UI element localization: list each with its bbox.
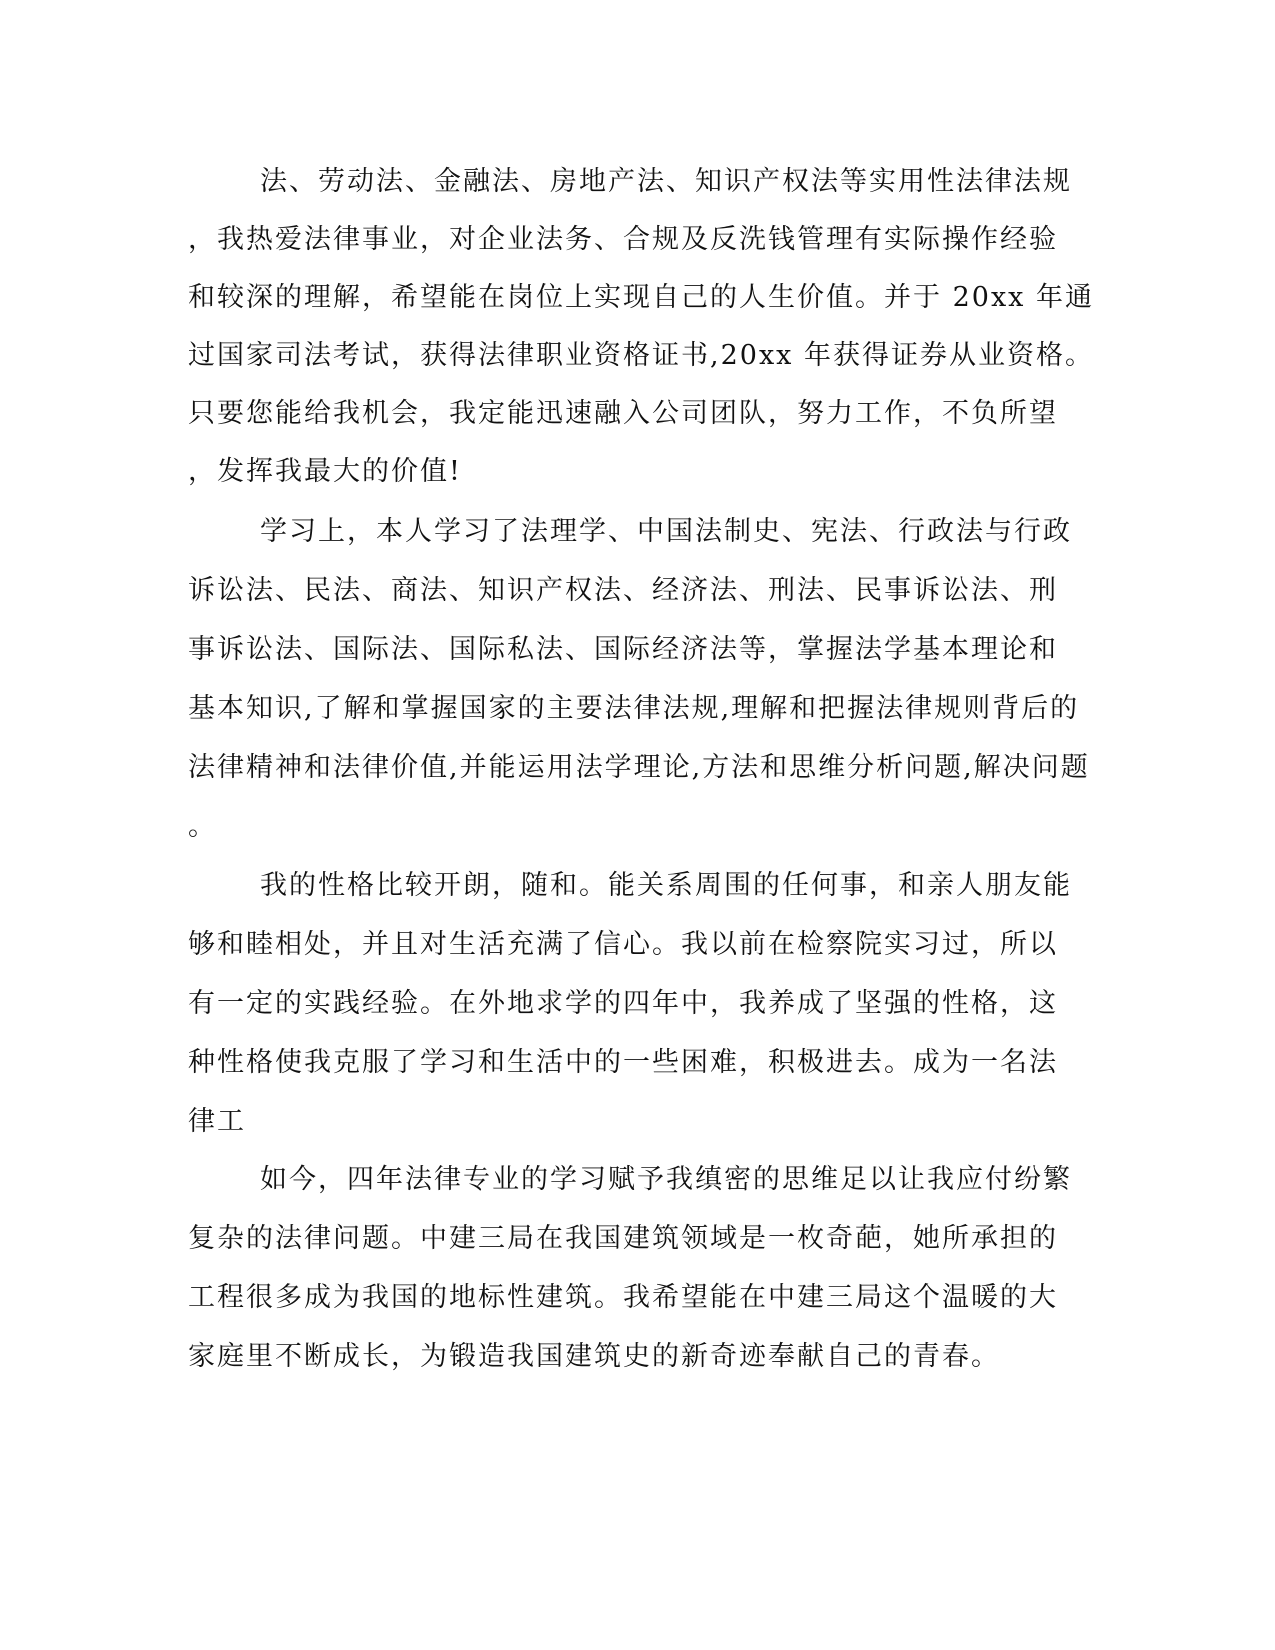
text-line: 。 <box>188 811 217 842</box>
text-line: 诉讼法、民法、商法、知识产权法、经济法、刑法、民事诉讼法、刑 <box>188 575 1058 606</box>
text-line: 法律精神和法律价值,并能运用法学理论,方法和思维分析问题,解决问题 <box>188 752 1090 783</box>
text-line: ，发挥我最大的价值! <box>188 456 462 487</box>
text-line: 只要您能给我机会，我定能迅速融入公司团队，努力工作，不负所望 <box>188 398 1058 429</box>
text-line: 工程很多成为我国的地标性建筑。我希望能在中建三局这个温暖的大 <box>188 1282 1058 1313</box>
text-line: 过国家司法考试，获得法律职业资格证书,20xx 年获得证券从业资格。 <box>188 340 1094 371</box>
text-line: 和较深的理解，希望能在岗位上实现自己的人生价值。并于 20xx 年通 <box>188 282 1094 313</box>
text-line: 种性格使我克服了学习和生活中的一些困难，积极进去。成为一名法 <box>188 1047 1058 1078</box>
text-line: 律工 <box>188 1106 246 1137</box>
text-line: 有一定的实践经验。在外地求学的四年中，我养成了坚强的性格，这 <box>188 988 1058 1019</box>
text-line: 家庭里不断成长，为锻造我国建筑史的新奇迹奉献自己的青春。 <box>188 1341 1000 1372</box>
text-line: 如今，四年法律专业的学习赋予我缜密的思维足以让我应付纷繁 <box>260 1164 1072 1195</box>
text-line: ，我热爱法律事业，对企业法务、合规及反洗钱管理有实际操作经验 <box>188 224 1058 255</box>
text-line: 基本知识,了解和掌握国家的主要法律法规,理解和把握法律规则背后的 <box>188 693 1080 724</box>
text-line: 够和睦相处，并且对生活充满了信心。我以前在检察院实习过，所以 <box>188 929 1058 960</box>
text-line: 法、劳动法、金融法、房地产法、知识产权法等实用性法律法规 <box>260 166 1072 197</box>
text-line: 事诉讼法、国际法、国际私法、国际经济法等，掌握法学基本理论和 <box>188 634 1058 665</box>
text-line: 我的性格比较开朗，随和。能关系周围的任何事，和亲人朋友能 <box>260 870 1072 901</box>
text-line: 学习上，本人学习了法理学、中国法制史、宪法、行政法与行政 <box>260 516 1072 547</box>
text-line: 复杂的法律问题。中建三局在我国建筑领域是一枚奇葩，她所承担的 <box>188 1223 1058 1254</box>
